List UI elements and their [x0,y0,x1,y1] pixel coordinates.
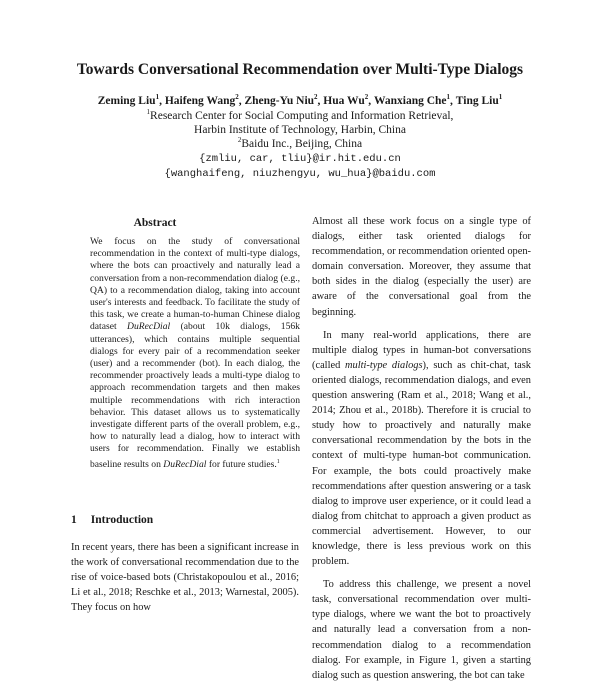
section-heading-introduction: 1 Introduction [71,514,154,526]
email-line-2: {wanghaifeng, niuzhengyu, wu_hua}@baidu.com [164,168,436,180]
author: Hua Wu$^2$, [323,93,374,107]
affiliation-line-1: $^1$Research Center for Social Computing and Information Retrieval, [146,108,454,122]
author: Ting Liu$^1$ [455,93,503,107]
abstract-body: We focus on the study of conversational recommendation in the context of multi-type dialogs, where the bots can proactively and naturally lead a conversation from a non-recommendation dialog (e.g., QA) to a recommendation dialog, taking into account user's interests and feedback. To facilitate the study of this task, we create a human-to-human Chinese dialog dataset DuRecDial (about 10k dialogs, 156k utterances), which contains multiple sequential dialogs for every pair of a recommendation seeker (user) and a recommender (bot). In each dialog, the recommender proactively leads a multi-type dialog to approach recommendation targets and then makes multiple recommendations with rich interaction behavior. This dataset allows us to systematically investigate different parts of the overall problem, e.g., how to naturally lead a dialog, how to interact with users for recommendation. Finally we establish baseline results on DuRecDial for future studies.$^1$ [90,236,300,470]
right-column [312,214,531,691]
paragraph: In many real-world applications, there are multiple dialog types in human-bot conversations (called multi-type dialogs), such as chit-chat, task oriented dialogs, recommendation dialogs, and even question answering (Ram et al., 2018; Wang et al., 2014; Zhou et al., 2018b). Therefore it is crucial to study how to proactively and naturally make conversational recommendation by the bots in the context of multi-type human-bot communication. For example, the bots could proactively make recommendations after question answering or a task dialog to improve user experience, or it could lead a dialog from chitchat to approach a given product as commercial advertisement. However, to our knowledge, there is less previous work on this problem. [312,329,531,568]
email-line-1: {zmliu, car, tliu}@ir.hit.edu.cn [199,153,401,165]
author-list [0,95,600,107]
affiliation-line-2: Harbin Institute of Technology, Harbin, China [194,124,406,136]
affiliation-line-3: $^2$Baidu Inc., Beijing, China [237,136,363,150]
paragraph: Almost all these work focus on a single type of dialogs, either task oriented dialogs for recommendation, or recommendation oriented open-domain conversation. Moreover, they assume that both sides in the dialog (especially the user) are aware of the conversational goal from the beginning. [312,216,531,318]
author: Zeming Liu$^1$, [97,93,165,107]
author: Haifeng Wang$^2$, [164,93,245,107]
introduction-paragraph: In recent years, there has been a significant increase in the work of conversational recommendation due to the rise of voice-based bots (Christakopoulou et al., 2016; Li et al., 2018; Reschke et al., 2013; Warnestal, 2005). They focus on how [71,542,299,614]
paragraph: To address this challenge, we present a novel task, conversational recommendation over multi-type dialogs, where we want the bot to proactively and naturally lead a conversation from a non-recommendation dialog to a recommendation dialog. For example, in Figure 1, given a starting dialog such as question answering, the bot can take [312,579,531,681]
author: Zheng-Yu Niu$^2$, [244,93,324,107]
author: Wanxiang Che$^1$, [374,93,456,107]
paper-title: Towards Conversational Recommendation over Multi-Type Dialogs [76,61,524,78]
abstract-heading: Abstract [133,217,177,229]
